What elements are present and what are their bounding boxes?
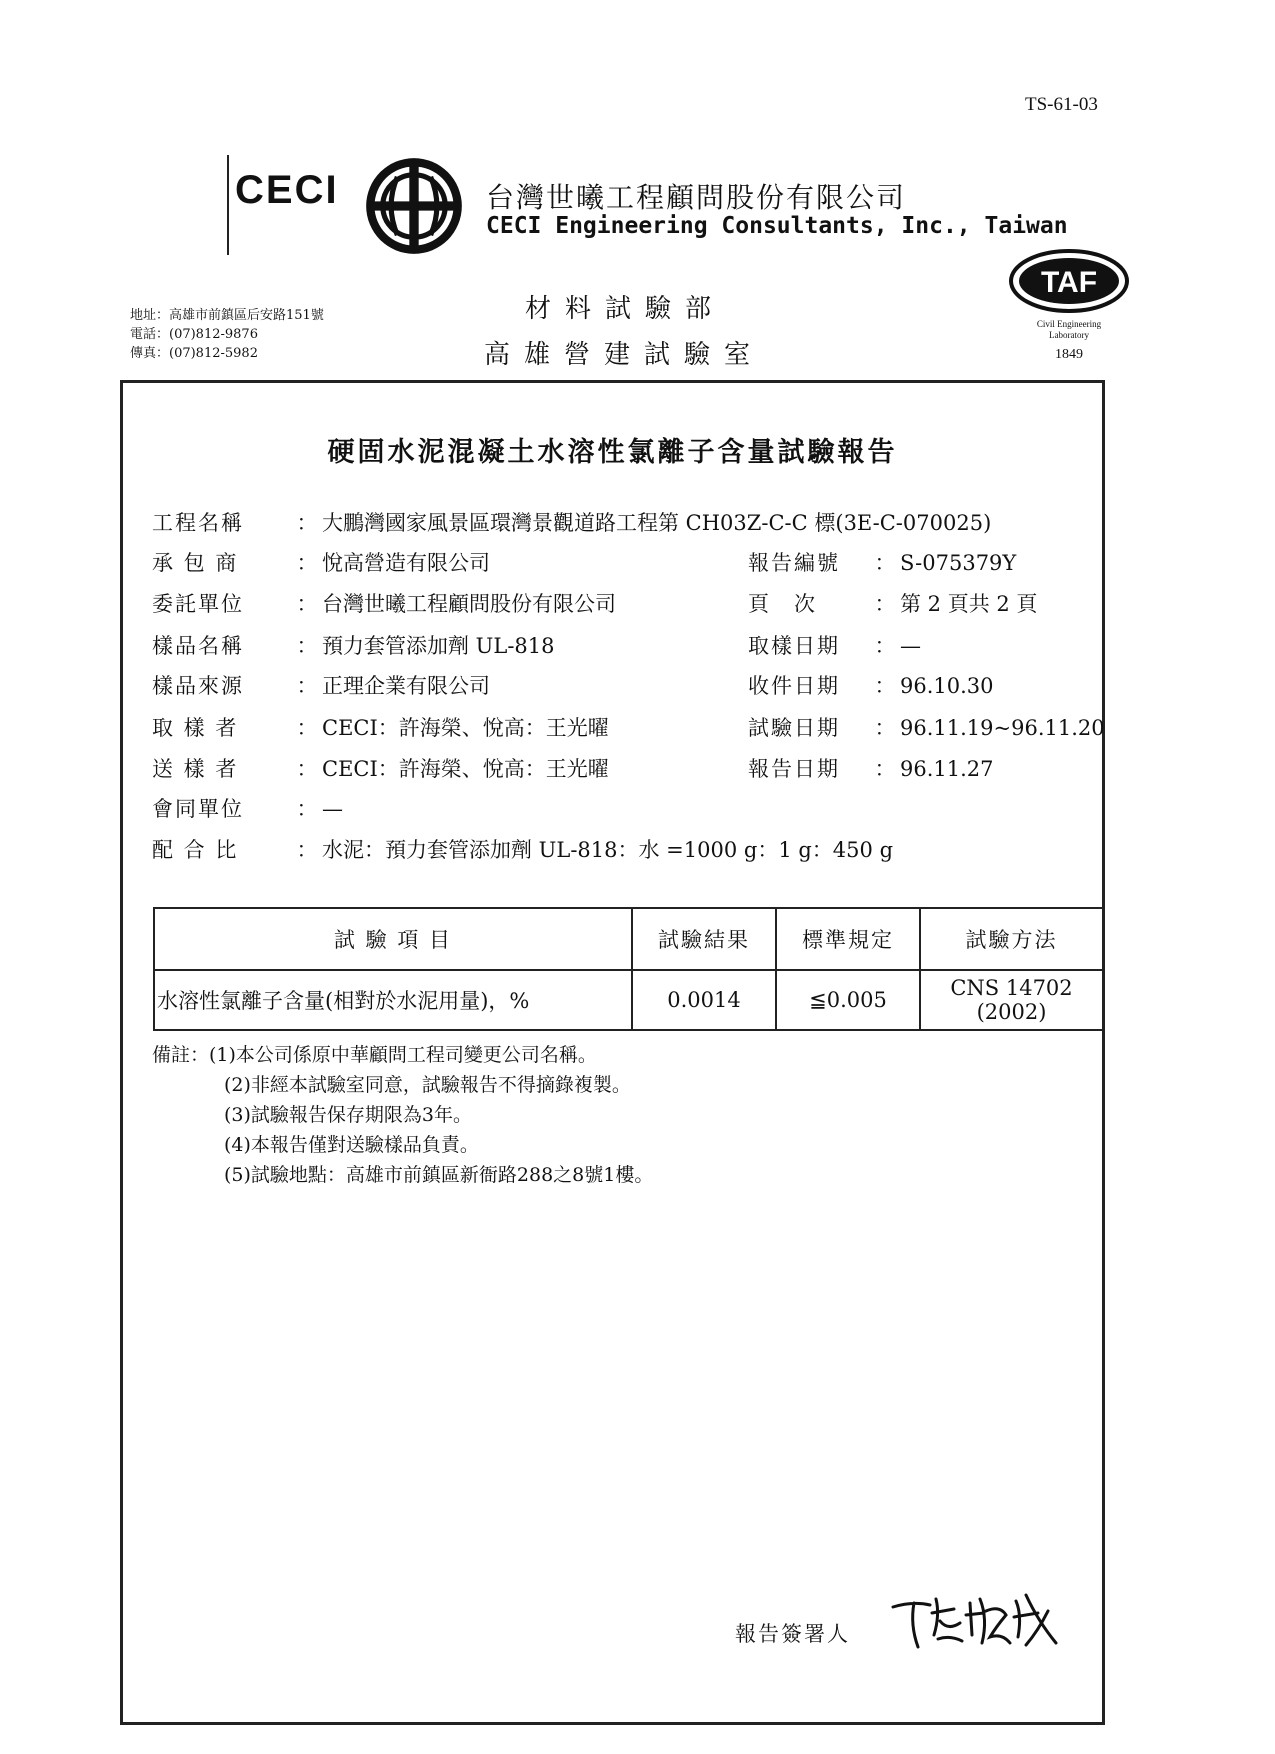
field-value: 預力套管添加劑 UL-818 — [322, 634, 555, 658]
field-label: 頁 次 — [748, 592, 817, 616]
header-standard: 標準規定 — [776, 908, 920, 970]
results-table — [153, 907, 1104, 1031]
header-divider — [227, 155, 229, 255]
contact-block — [130, 306, 324, 363]
table-header-row — [154, 908, 1103, 970]
received-date-row: 收件日期 ： 96.10.30 — [748, 670, 994, 700]
sample-source-row: 樣品來源 ： 正理企業有限公司 — [152, 670, 490, 700]
field-value: 台灣世曦工程顧問股份有限公司 — [322, 592, 616, 616]
cell-test-method — [920, 970, 1103, 1030]
field-value: — — [900, 634, 921, 658]
report-number-row: 報告編號 ： S-075379Y — [748, 547, 1016, 577]
client-row: 委託單位 ： 台灣世曦工程顧問股份有限公司 — [152, 588, 616, 618]
sender-row: 送 樣 者 ： CECI：許海榮、悅高：王光曜 — [152, 753, 609, 783]
witness-row: 會同單位 ： — — [152, 793, 343, 823]
fax: 傳真：(07)812-5982 — [130, 346, 258, 361]
report-date-row: 報告日期 ： 96.11.27 — [748, 753, 994, 783]
field-value: 第 2 頁共 2 頁 — [900, 592, 1038, 616]
field-value: 正理企業有限公司 — [322, 674, 490, 698]
field-label: 試驗日期 — [748, 716, 840, 740]
mix-ratio-row: 配 合 比 ： 水泥：預力套管添加劑 UL-818：水 =1000 g：1 g：450 g — [152, 834, 893, 864]
laboratory-name: 高雄營建試驗室 — [484, 340, 765, 370]
field-value: 悅高營造有限公司 — [322, 551, 490, 575]
field-value: S-075379Y — [900, 551, 1017, 575]
taf-caption-line2: Laboratory — [1049, 330, 1089, 340]
field-label: 取樣日期 — [748, 634, 840, 658]
method-year: (2002) — [976, 1000, 1047, 1024]
phone: 電話：(07)812-9876 — [130, 327, 258, 342]
field-label: 報告日期 — [748, 757, 840, 781]
taf-number: 1849 — [1055, 347, 1083, 362]
sampling-date-row: 取樣日期 ： — — [748, 630, 921, 660]
field-label: 樣品名稱 — [152, 634, 244, 658]
taf-logo-text: TAF — [1040, 266, 1098, 299]
notes-prefix: 備註： — [152, 1044, 210, 1066]
note-line: 備註：(1)本公司係原中華顧問工程司變更公司名稱。 — [152, 1044, 597, 1066]
field-value: 96.10.30 — [900, 674, 994, 698]
field-value: — — [322, 797, 343, 821]
handwritten-signature — [888, 1585, 1063, 1655]
signer-label: 報告簽署人 — [735, 1622, 850, 1646]
cell-test-result: 0.0014 — [632, 970, 776, 1030]
field-label: 樣品來源 — [152, 674, 244, 698]
table-row — [154, 970, 1103, 1030]
report-title: 硬固水泥混凝土水溶性氯離子含量試驗報告 — [327, 437, 898, 468]
document-code: TS-61-03 — [1025, 94, 1098, 115]
field-value: 96.11.27 — [900, 757, 994, 781]
field-label: 委託單位 — [152, 592, 244, 616]
field-value: 大鵬灣國家風景區環灣景觀道路工程第 CH03Z-C-C 標(3E-C-070025) — [322, 511, 992, 535]
project-name-row: 工程名稱 ： 大鵬灣國家風景區環灣景觀道路工程第 CH03Z-C-C 標(3E-C-070025) — [152, 507, 991, 537]
note-line: (3)試驗報告保存期限為3年。 — [224, 1104, 473, 1126]
field-label: 收件日期 — [748, 674, 840, 698]
field-value: CECI：許海榮、悅高：王光曜 — [322, 716, 609, 740]
method-line: CNS 14702 — [950, 976, 1073, 1000]
ceci-emblem-icon — [362, 154, 466, 258]
sample-name-row: 樣品名稱 ： 預力套管添加劑 UL-818 — [152, 630, 555, 660]
contractor-row: 承 包 商 ： 悅高營造有限公司 — [152, 547, 490, 577]
field-label: 配 合 比 — [152, 838, 239, 862]
field-value: CECI：許海榮、悅高：王光曜 — [322, 757, 609, 781]
page-number-row: 頁 次 ： 第 2 頁共 2 頁 — [748, 588, 1037, 618]
company-name-zh: 台灣世曦工程顧問股份有限公司 — [486, 181, 907, 214]
field-label: 承 包 商 — [152, 551, 239, 575]
test-date-row: 試驗日期 ： 96.11.19~96.11.20 — [748, 712, 1105, 742]
note-line: (5)試驗地點：高雄市前鎮區新衙路288之8號1樓。 — [224, 1164, 654, 1186]
sampler-row: 取 樣 者 ： CECI：許海榮、悅高：王光曜 — [152, 712, 609, 742]
field-value: 水泥：預力套管添加劑 UL-818：水 =1000 g：1 g：450 g — [322, 838, 894, 862]
company-name-en: CECI Engineering Consultants, Inc., Taiwan — [486, 213, 1068, 239]
cell-test-item: 水溶性氯離子含量(相對於水泥用量)，% — [154, 970, 632, 1030]
notes-block — [152, 1040, 653, 1190]
ceci-logo-text: CECI — [235, 168, 339, 212]
taf-accreditation-logo — [1005, 245, 1135, 375]
field-label: 取 樣 者 — [152, 716, 239, 740]
field-value: 96.11.19~96.11.20 — [900, 716, 1105, 740]
department-name: 材料試驗部 — [525, 294, 726, 324]
taf-caption-line1: Civil Engineering — [1036, 319, 1102, 329]
cell-standard: ≦0.005 — [776, 970, 920, 1030]
field-label: 報告編號 — [748, 551, 840, 575]
header-test-method: 試驗方法 — [920, 908, 1103, 970]
field-label: 送 樣 者 — [152, 757, 239, 781]
address: 地址：高雄市前鎮區后安路151號 — [130, 308, 324, 323]
note-line: (4)本報告僅對送驗樣品負責。 — [224, 1134, 479, 1156]
field-label: 會同單位 — [152, 797, 244, 821]
header-test-result: 試驗結果 — [632, 908, 776, 970]
header-test-item: 試 驗 項 目 — [154, 908, 632, 970]
field-label: 工程名稱 — [152, 511, 244, 535]
note-line: (2)非經本試驗室同意，試驗報告不得摘錄複製。 — [224, 1074, 631, 1096]
